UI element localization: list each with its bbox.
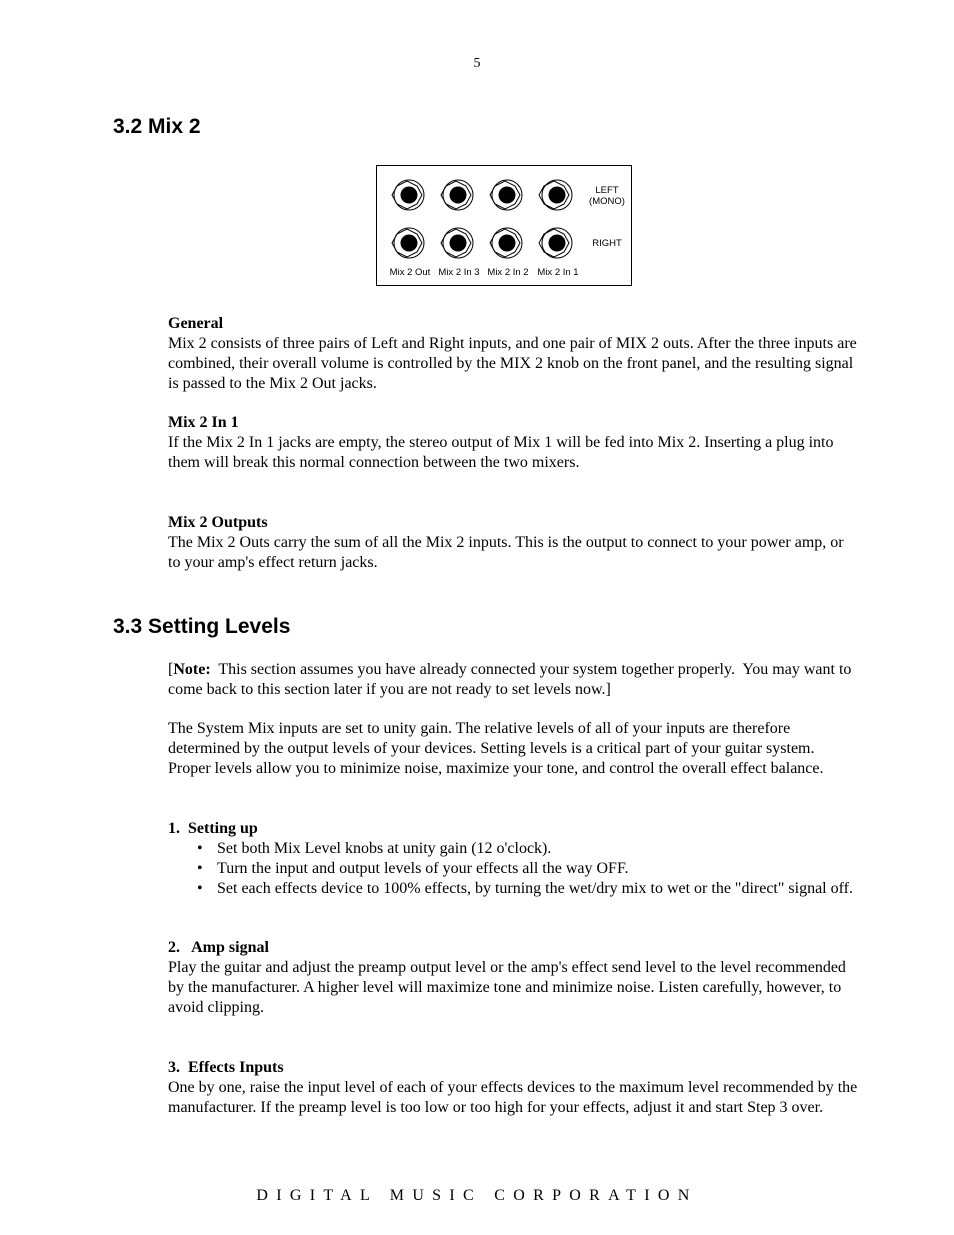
jack-panel-diagram <box>376 165 632 286</box>
note-block <box>168 660 858 700</box>
mix2-outputs-block <box>168 513 858 573</box>
step2-body: Play the guitar and adjust the preamp output level or the amp's effect send level to the level recommended by the manufacturer. A higher level will maximize tone and minimize noise. Listen carefully, however, to avoid clipping. <box>168 959 846 1016</box>
jack-mix2-out-right <box>392 228 424 258</box>
jack-mix2-in2-right <box>490 228 522 258</box>
list-item: • Set each effects device to 100% effects, by turning the wet/dry mix to wet or the "direct" signal off. <box>217 879 858 899</box>
jack-mix2-out-left <box>392 180 424 210</box>
row-label-mono: (MONO) <box>589 196 625 207</box>
intro-paragraph: The System Mix inputs are set to unity gain. The relative levels of all of your inputs are therefore determined by the output levels of your devices. Setting levels is a critical part of your guitar system. Proper levels allow you to minimize noise, maximize your tone, and control the overall effect balance. <box>168 720 824 777</box>
general-block <box>168 314 858 394</box>
step1-title: 1. Setting up <box>168 820 258 837</box>
mix2-in1-title: Mix 2 In 1 <box>168 414 239 431</box>
jack-mix2-in3-right <box>441 228 473 258</box>
step1-block <box>168 819 858 899</box>
list-item: • Turn the input and output levels of your effects all the way OFF. <box>217 859 858 879</box>
step3-title: 3. Effects Inputs <box>168 1059 284 1076</box>
jack-row-left <box>392 180 572 210</box>
section-heading-levels: 3.3 Setting Levels <box>113 615 291 638</box>
jack-label-mix2-in2: Mix 2 In 2 <box>487 267 529 278</box>
list-item: • Set both Mix Level knobs at unity gain (12 o'clock). <box>217 839 858 859</box>
step3-body: One by one, raise the input level of each of your effects devices to the maximum level recommended by the manufacturer. If the preamp level is too low or too high for your effects, adjust it and start Step 3 over. <box>168 1079 858 1116</box>
jack-label-mix2-in3: Mix 2 In 3 <box>438 267 480 278</box>
note-paragraph <box>168 660 858 700</box>
row-label-right: RIGHT <box>592 238 622 249</box>
step2-title: 2. Amp signal <box>168 939 269 956</box>
section-heading-mix2: 3.2 Mix 2 <box>113 115 201 138</box>
jack-mix2-in2-left <box>490 180 522 210</box>
jack-panel-svg <box>377 166 631 285</box>
page-number: 5 <box>473 56 481 71</box>
jack-row-right <box>392 228 572 258</box>
mix2-in1-block <box>168 413 858 473</box>
jack-mix2-in1-left <box>539 180 572 210</box>
general-body: Mix 2 consists of three pairs of Left and Right inputs, and one pair of MIX 2 outs. After the three inputs are combined, their overall volume is controlled by the MIX 2 knob on the front panel, and the resulting signal is passed to the Mix 2 Out jacks. <box>168 335 857 392</box>
jack-label-mix2-out: Mix 2 Out <box>389 267 431 278</box>
row-label-left: LEFT <box>595 185 619 196</box>
mix2-outputs-title: Mix 2 Outputs <box>168 514 268 531</box>
intro-block <box>168 719 858 779</box>
jack-mix2-in3-left <box>441 180 473 210</box>
mix2-in1-body: If the Mix 2 In 1 jacks are empty, the stereo output of Mix 1 will be fed into Mix 2. Inserting a plug into them will break this normal connection between the two mixers. <box>168 434 834 471</box>
jack-mix2-in1-right <box>539 228 572 258</box>
step3-block <box>168 1058 858 1118</box>
note-label: Note: <box>173 661 211 678</box>
general-title: General <box>168 315 224 332</box>
jack-label-mix2-in1: Mix 2 In 1 <box>537 267 579 278</box>
step1-list <box>168 839 858 899</box>
note-open-bracket: [ <box>168 661 174 678</box>
step2-block <box>168 938 858 1018</box>
page-footer: DIGITAL MUSIC CORPORATION <box>256 1187 698 1204</box>
note-body: This section assumes you have already connected your system together properly. You may want to come back to this section later if you are not ready to set levels now.] <box>168 661 856 698</box>
mix2-outputs-body: The Mix 2 Outs carry the sum of all the Mix 2 inputs. This is the output to connect to your power amp, or to your amp's effect return jacks. <box>168 534 844 571</box>
